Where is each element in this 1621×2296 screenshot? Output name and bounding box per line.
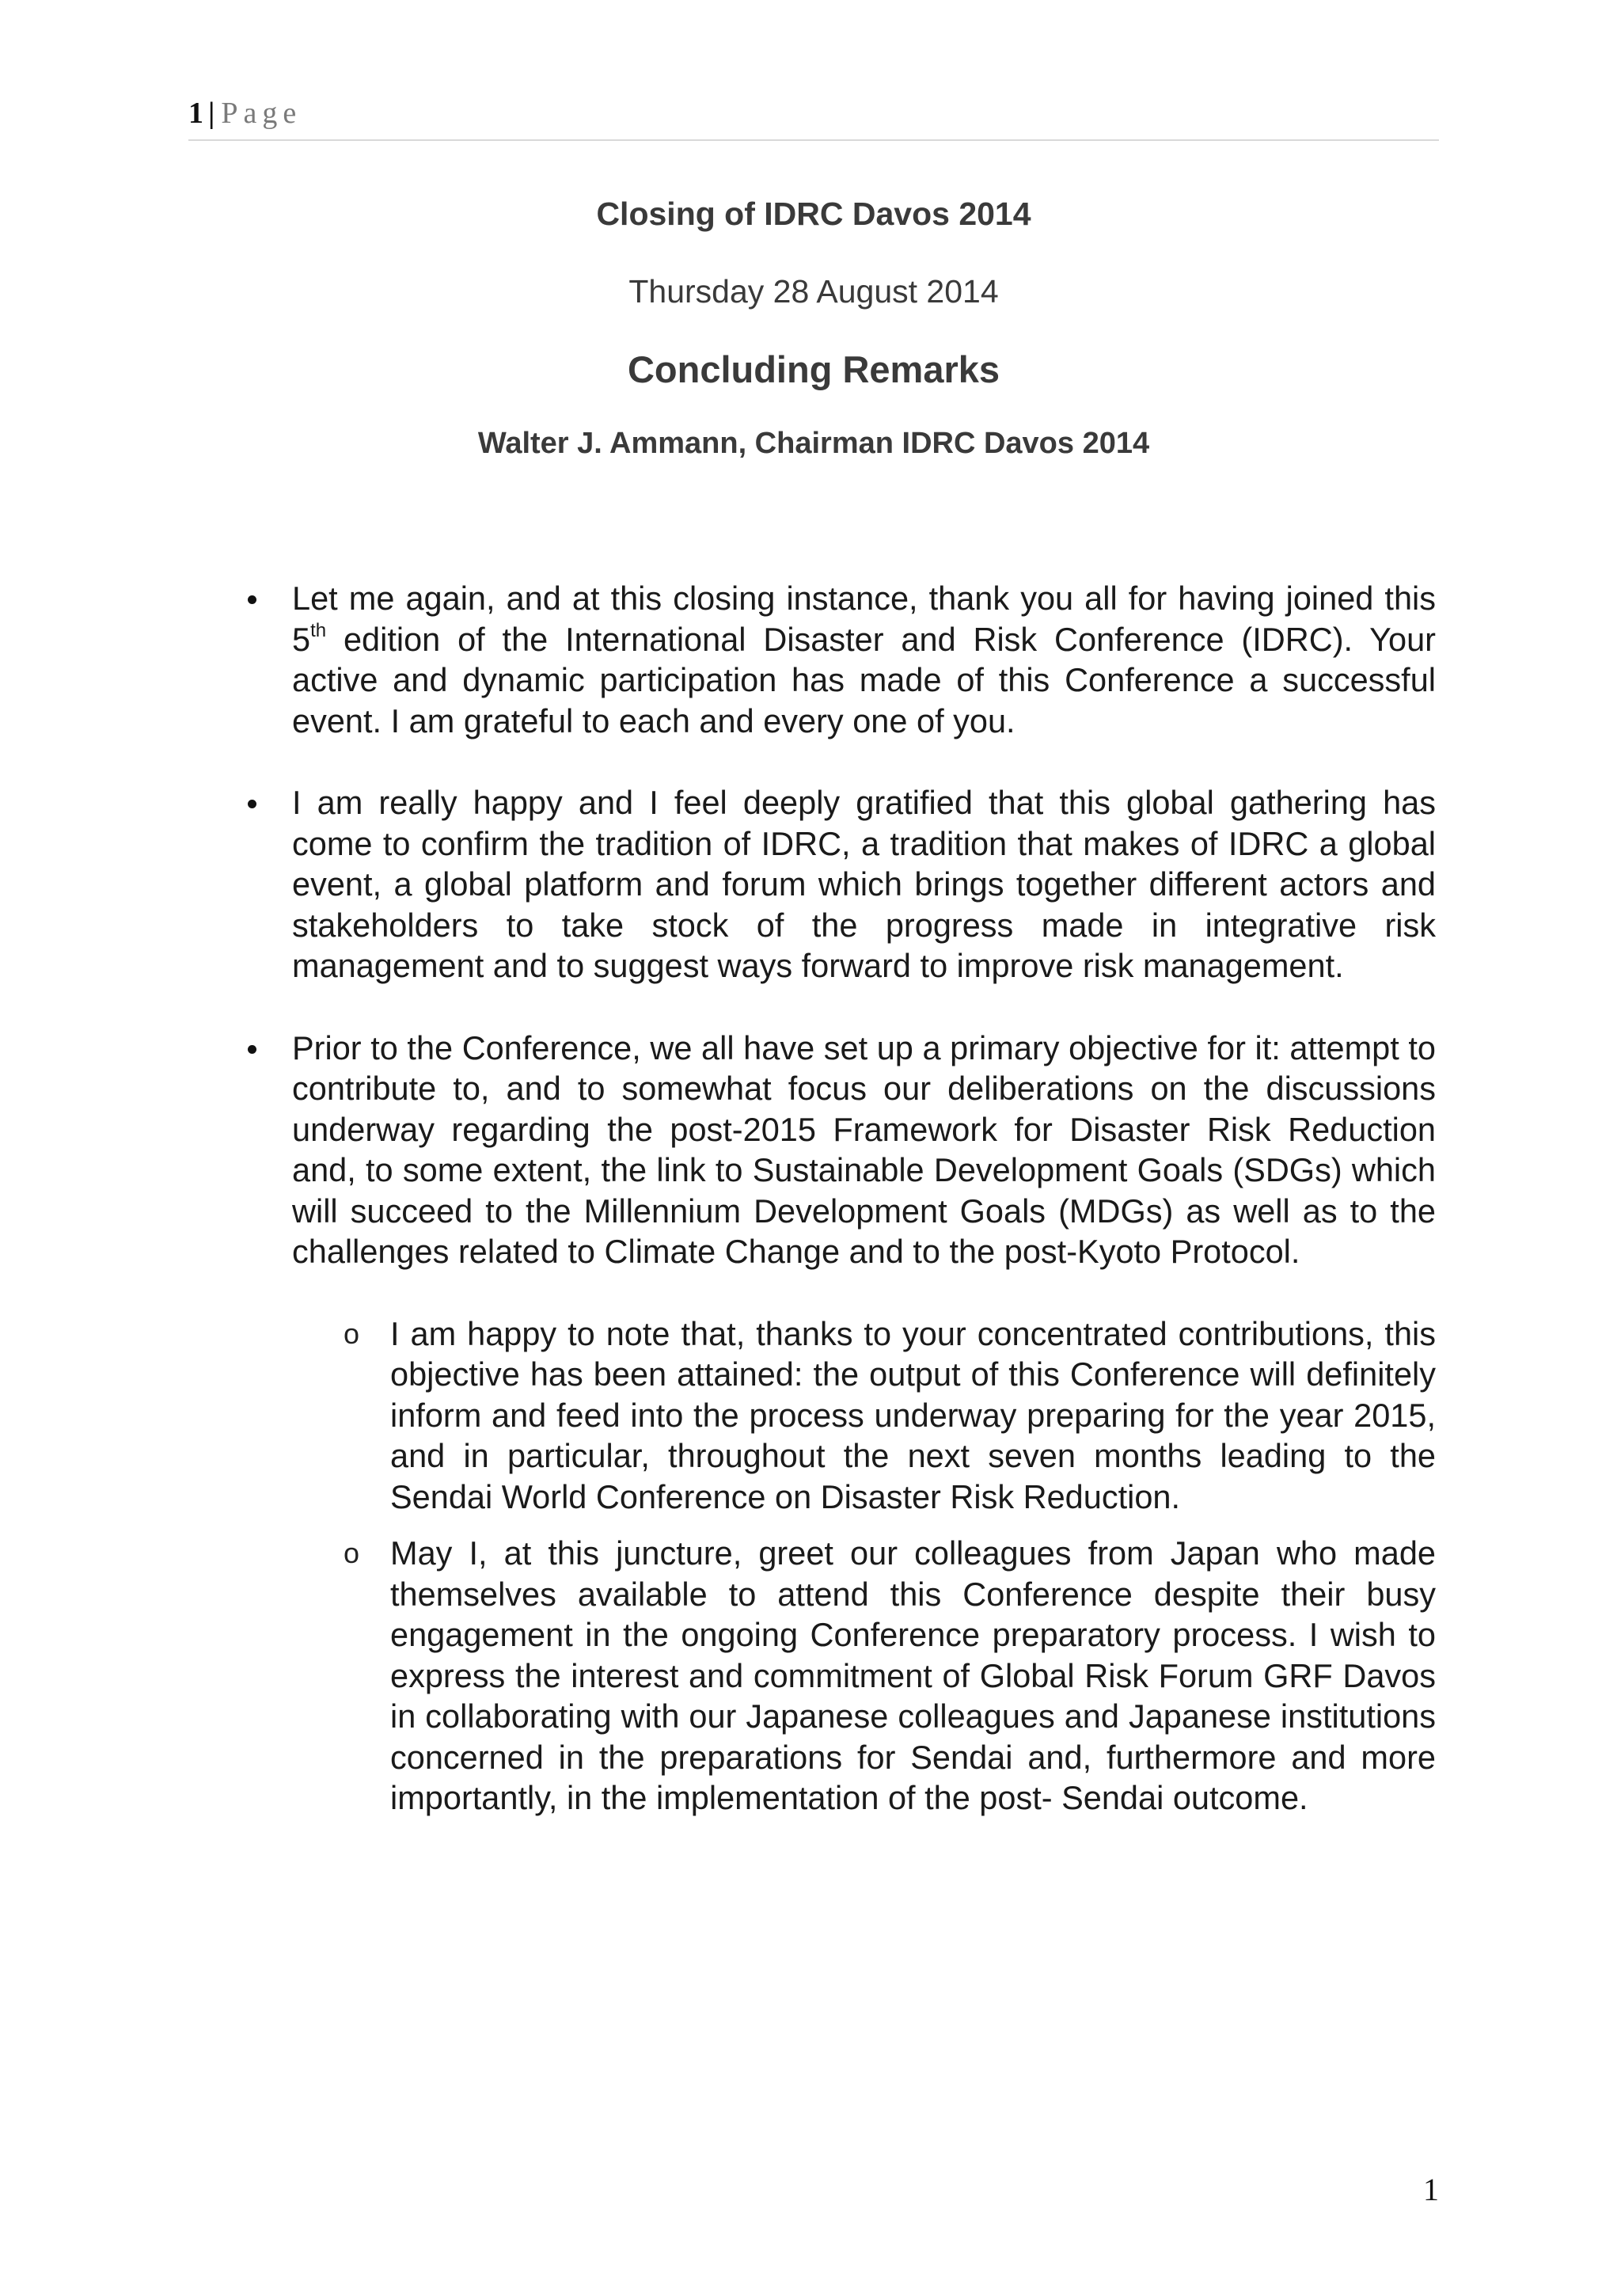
sub-bullet-text: May I, at this juncture, greet our colleagues from Japan who made themselves available to attend this Conference despite their busy engagement in the ongoing Conference preparatory process. I wish to express the interest and commitment of Global Risk Forum GRF Davos in collaborating with our Japanese colleagues and Japanese institutions concerned in the preparations for Sendai and, furthermore and more importantly, in the implementation of the post- Sendai outcome.	[390, 1534, 1436, 1816]
bullet-text-part: edition of the International Disaster and Risk Conference (IDRC). Your active and dynamic participation has made of this Conference a successful event. I am grateful to each and every one of you.	[292, 620, 1436, 739]
bullet-dot-icon	[248, 1045, 256, 1054]
page-header	[188, 93, 1439, 141]
sub-bullet-item	[188, 1313, 1439, 1518]
header-separator: |	[208, 97, 215, 130]
bullet-item	[188, 782, 1439, 986]
superscript-th: th	[310, 619, 327, 641]
event-title: Closing of IDRC Davos 2014	[596, 196, 1031, 232]
sub-bullet-circle-icon: o	[344, 1537, 360, 1569]
sub-bullet-text: I am happy to note that, thanks to your concentrated contributions, this objective has been attained: the output of this Conference will definitely inform and feed into the process underway preparing for the year 2015, and in particular, throughout the next seven months leading to the Sendai World Conference on Disaster Risk Reduction.	[390, 1314, 1436, 1515]
sub-bullet-list	[188, 1313, 1439, 1819]
document-heading: Concluding Remarks	[627, 348, 1000, 390]
event-date: Thursday 28 August 2014	[628, 273, 999, 310]
bullet-item	[188, 578, 1439, 741]
sub-bullet-circle-icon: o	[344, 1317, 360, 1350]
bullet-text-part: Let me again, and at this closing instance, thank you all for having joined this 5	[292, 580, 1436, 658]
header-page-label: Page	[221, 97, 302, 130]
document-body	[188, 578, 1439, 1834]
header-page-number: 1	[188, 97, 203, 130]
bullet-dot-icon	[248, 800, 256, 808]
sub-bullet-item	[188, 1533, 1439, 1819]
footer-page-number: 1	[1423, 2172, 1439, 2207]
bullet-text: Prior to the Conference, we all have set up a primary objective for it: attempt to contribute to, and to somewhat focus our deliberations on the discussions underway regarding the post-2015 Framework for Disaster Risk Reduction and, to some extent, the link to Sustainable Development Goals (SDGs) which will succeed to the Millennium Development Goals (MDGs) as well as to the challenges related to Climate Change and to the post-Kyoto Protocol.	[292, 1028, 1436, 1270]
bullet-dot-icon	[248, 595, 256, 604]
author-line: Walter J. Ammann, Chairman IDRC Davos 2014	[477, 427, 1150, 460]
bullet-text: I am really happy and I feel deeply gratified that this global gathering has come to confirm the tradition of IDRC, a tradition that makes of IDRC a global event, a global platform and forum which brings together different actors and stakeholders to take stock of the progress made in integrative risk management and to suggest ways forward to improve risk management.	[292, 784, 1436, 984]
bullet-item	[188, 1028, 1439, 1272]
